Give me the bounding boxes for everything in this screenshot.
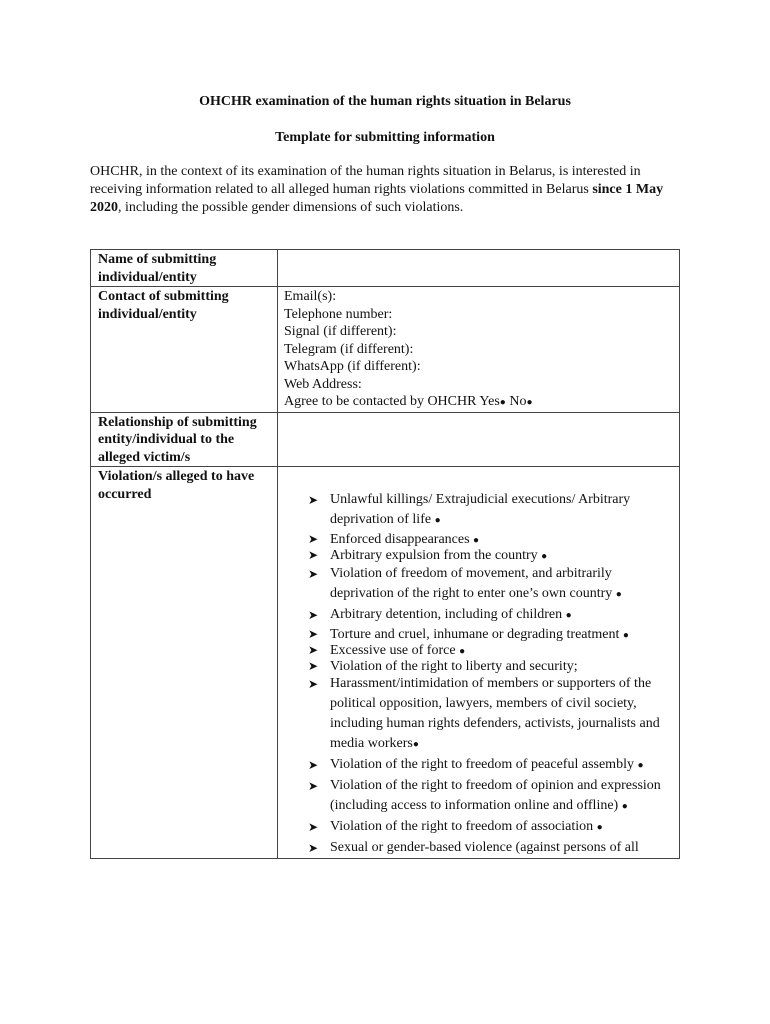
page-title: OHCHR examination of the human rights situation in Belarus <box>199 94 571 109</box>
table-row-violations <box>91 467 680 859</box>
relationship-field[interactable] <box>278 412 680 467</box>
list-item[interactable]: ➤ Violation of the right to freedom of association ● <box>308 817 673 838</box>
yes-radio-icon[interactable]: ● <box>499 397 506 408</box>
arrow-bullet-icon: ➤ <box>308 820 319 834</box>
list-item[interactable]: ➤ Arbitrary detention, including of children ● <box>308 605 673 626</box>
intro-text: OHCHR, in the context of its examination of the human rights situation in Belarus, is interested in receiving information related to all alleged human rights violations committed in Belarus <box>90 164 641 197</box>
checkbox-dot-icon[interactable]: ● <box>621 801 628 812</box>
arrow-bullet-icon: ➤ <box>308 567 319 581</box>
list-item[interactable]: ➤ Violation of the right to freedom of peaceful assembly ● <box>308 755 673 776</box>
checkbox-dot-icon[interactable]: ● <box>434 515 441 526</box>
list-item[interactable]: ➤ Torture and cruel, inhumane or degrading treatment ● <box>308 627 629 642</box>
checkbox-dot-icon[interactable]: ● <box>637 760 644 771</box>
arrow-bullet-icon: ➤ <box>308 677 319 691</box>
list-item[interactable]: ➤ Arbitrary expulsion from the country ● <box>308 548 548 563</box>
checkbox-dot-icon[interactable]: ● <box>541 551 548 562</box>
list-item[interactable]: ➤ Excessive use of force ● <box>308 643 466 658</box>
arrow-bullet-icon: ➤ <box>308 493 319 507</box>
row-label-violations: Violation/s alleged to have occurred <box>91 467 278 859</box>
table-row-relationship <box>91 412 680 467</box>
contact-fields <box>278 287 680 413</box>
agree-no-label: No <box>509 394 527 409</box>
checkbox-dot-icon[interactable]: ● <box>412 739 419 750</box>
arrow-bullet-icon: ➤ <box>308 758 319 772</box>
agree-contact-line <box>284 393 673 412</box>
row-label-name: Name of submitting individual/entity <box>91 250 278 287</box>
web-address-field[interactable]: Web Address: <box>284 376 362 392</box>
checkbox-dot-icon[interactable]: ● <box>596 822 603 833</box>
email-field[interactable]: Email(s): <box>284 289 337 304</box>
telegram-field[interactable]: Telegram (if different): <box>284 341 414 357</box>
checkbox-dot-icon[interactable]: ● <box>473 535 480 546</box>
page-subtitle: Template for submitting information <box>275 130 495 145</box>
arrow-bullet-icon: ➤ <box>308 841 319 855</box>
checkbox-dot-icon[interactable]: ● <box>615 589 622 600</box>
name-field[interactable] <box>278 250 680 287</box>
list-item[interactable]: ➤ Violation of the right to liberty and security; <box>308 659 578 674</box>
arrow-bullet-icon: ➤ <box>308 779 319 793</box>
arrow-bullet-icon: ➤ <box>308 627 319 641</box>
intro-date: since 1 May 2020 <box>90 182 664 215</box>
violations-cell <box>278 467 680 859</box>
arrow-bullet-icon: ➤ <box>308 548 319 562</box>
intro-paragraph <box>90 163 680 217</box>
arrow-bullet-icon: ➤ <box>308 643 319 657</box>
no-radio-icon[interactable]: ● <box>526 397 533 408</box>
signal-field[interactable]: Signal (if different): <box>284 324 397 339</box>
checkbox-dot-icon[interactable]: ● <box>459 646 466 657</box>
phone-field[interactable]: Telephone number: <box>284 306 393 322</box>
list-item[interactable]: ➤ Violation of freedom of movement, and arbitrarily deprivation of the right to enter one’s own country ● <box>308 566 622 601</box>
list-item[interactable]: ➤ Unlawful killings/ Extrajudicial executions/ Arbitrary deprivation of life ● <box>308 492 631 527</box>
list-item[interactable]: ➤ Sexual or gender-based violence (against persons of all <box>308 838 673 858</box>
list-item[interactable]: ➤ Violation of the right to freedom of opinion and expression (including access to information online and offline) ● <box>308 778 661 813</box>
agree-yes-label: Agree to be contacted by OHCHR Yes <box>284 394 500 409</box>
row-label-contact: Contact of submitting individual/entity <box>91 287 278 413</box>
arrow-bullet-icon: ➤ <box>308 608 319 622</box>
arrow-bullet-icon: ➤ <box>308 659 319 673</box>
checkbox-dot-icon[interactable]: ● <box>622 630 629 641</box>
list-item[interactable]: ➤ Enforced disappearances ● <box>308 532 480 547</box>
list-item[interactable]: ➤ Harassment/intimidation of members or supporters of the political opposition, lawyers, members of civil society, including human rights defenders, activists, journalists and media workers● <box>308 676 660 751</box>
checkbox-dot-icon[interactable]: ● <box>565 610 572 621</box>
table-row-name <box>91 250 680 287</box>
violations-list <box>284 468 673 858</box>
arrow-bullet-icon: ➤ <box>308 532 319 546</box>
submission-table <box>90 249 680 859</box>
table-row-contact <box>91 287 680 413</box>
whatsapp-field[interactable]: WhatsApp (if different): <box>284 359 421 374</box>
row-label-relationship: Relationship of submitting entity/individual to the alleged victim/s <box>91 412 278 467</box>
intro-text-end: , including the possible gender dimensions of such violations. <box>118 200 464 215</box>
